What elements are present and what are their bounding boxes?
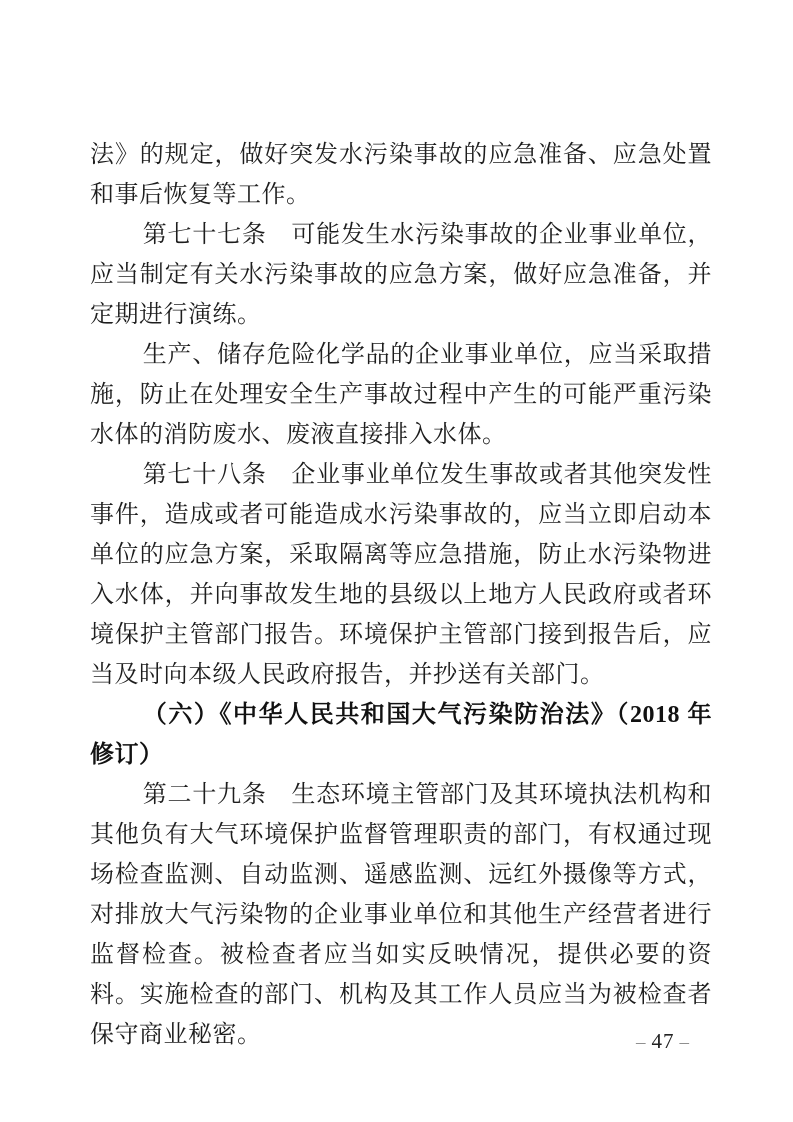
paragraph: （六）《中华人民共和国大气污染防治法》（2018 年修订） bbox=[90, 702, 712, 768]
page-number bbox=[628, 1029, 698, 1055]
page-number-dash-left: – bbox=[636, 1032, 647, 1053]
paragraph: 生产、储存危险化学品的企业事业单位，应当采取措施，防止在处理安全生产事故过程中产生的可能严重污染水体的消防废水、废液直接排入水体。 bbox=[90, 342, 712, 448]
paragraph: 法》的规定，做好突发水污染事故的应急准备、应急处置和事后恢复等工作。 bbox=[90, 142, 712, 208]
page-number-dash-right: – bbox=[679, 1032, 690, 1053]
paragraph: 第七十八条 企业事业单位发生事故或者其他突发性事件，造成或者可能造成水污染事故的，应当立即启动本单位的应急方案，采取隔离等应急措施，防止水污染物进入水体，并向事故发生地的县级以上地方人民政府或者环境保护主管部门报告。环境保护主管部门接到报告后，应当及时向本级人民政府报告，并抄送有关部门。 bbox=[90, 462, 712, 688]
paragraph: 第二十九条 生态环境主管部门及其环境执法机构和其他负有大气环境保护监督管理职责的部门，有权通过现场检查监测、自动监测、遥感监测、远红外摄像等方式，对排放大气污染物的企业事业单位和其他生产经营者进行监督检查。被检查者应当如实反映情况，提供必要的资料。实施检查的部门、机构及其工作人员应当为被检查者保守商业秘密。 bbox=[90, 782, 712, 1048]
page-number-value: 47 bbox=[651, 1029, 675, 1053]
document-body bbox=[90, 135, 712, 1055]
paragraph: 第七十七条 可能发生水污染事故的企业事业单位，应当制定有关水污染事故的应急方案，做好应急准备，并定期进行演练。 bbox=[90, 222, 712, 328]
